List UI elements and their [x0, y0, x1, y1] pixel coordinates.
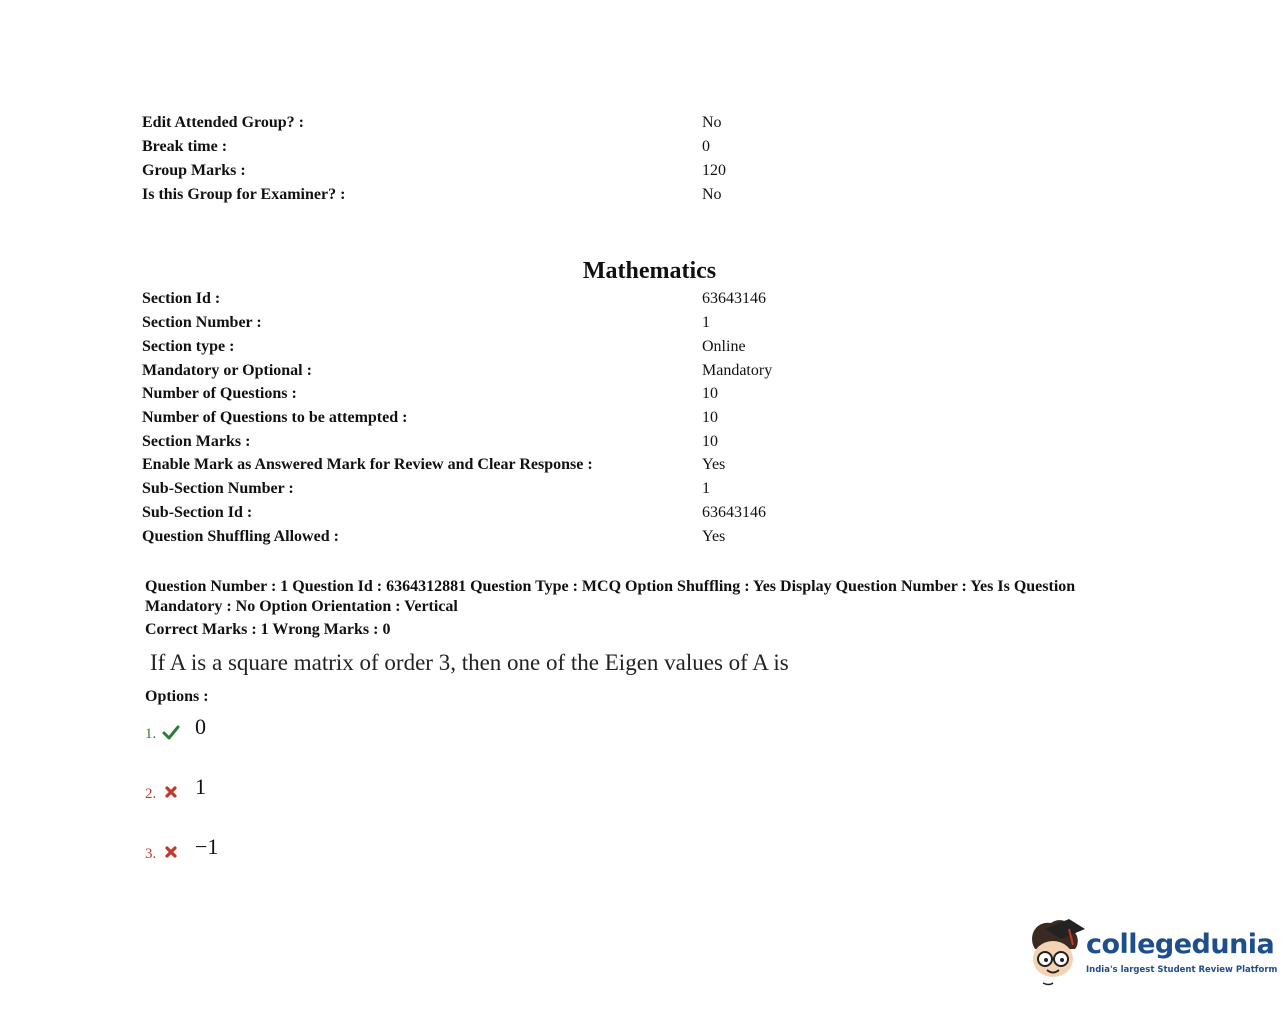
- option-item: [145, 833, 345, 873]
- field-value: 10: [702, 385, 718, 402]
- field-label: Group Marks :: [142, 162, 246, 179]
- field-label: Sub-Section Number :: [142, 480, 294, 497]
- options-label: Options :: [145, 688, 209, 705]
- section-info-row: [142, 526, 1142, 548]
- field-value: No: [702, 114, 722, 131]
- cross-icon: [162, 783, 180, 801]
- section-info-row: [142, 502, 1142, 524]
- option-number: 3.: [145, 846, 157, 862]
- field-value: Yes: [702, 528, 726, 545]
- field-label: Sub-Section Id :: [142, 504, 253, 521]
- option-item: [145, 773, 345, 813]
- field-value: Online: [702, 338, 746, 355]
- field-value: 63643146: [702, 290, 766, 307]
- field-label: Enable Mark as Answered Mark for Review and Clear Response :: [142, 456, 593, 473]
- option-value: 1: [195, 774, 206, 799]
- field-label: Number of Questions :: [142, 385, 297, 402]
- option-item: [145, 713, 345, 753]
- field-value: 1: [702, 480, 710, 497]
- option-value: 0: [195, 714, 206, 739]
- mascot-icon: [1025, 915, 1087, 987]
- field-value: 1: [702, 314, 710, 331]
- option-value: −1: [195, 834, 219, 859]
- check-icon: [162, 723, 180, 741]
- question-marks: Correct Marks : 1 Wrong Marks : 0: [145, 621, 391, 638]
- field-value: 10: [702, 433, 718, 450]
- field-value: Yes: [702, 456, 726, 473]
- section-info-row: [142, 407, 1142, 429]
- logo-tagline: India's largest Student Review Platform: [1086, 965, 1278, 975]
- group-info-row: [142, 136, 1142, 158]
- section-info-row: [142, 454, 1142, 476]
- field-value: 0: [702, 138, 710, 155]
- field-value: 120: [702, 162, 726, 179]
- collegedunia-logo: [1025, 915, 1278, 990]
- logo-brand: collegedunia: [1086, 929, 1275, 960]
- field-label: Section Marks :: [142, 433, 251, 450]
- field-label: Is this Group for Examiner? :: [142, 186, 346, 203]
- field-value: 63643146: [702, 504, 766, 521]
- cross-icon: [162, 843, 180, 861]
- field-value: No: [702, 186, 722, 203]
- option-number: 1.: [145, 726, 157, 742]
- field-value: Mandatory: [702, 362, 773, 379]
- field-label: Section Id :: [142, 290, 221, 307]
- section-info-row: [142, 478, 1142, 500]
- field-label: Break time :: [142, 138, 228, 155]
- field-label: Question Shuffling Allowed :: [142, 528, 339, 545]
- question-meta-line: Question Number : 1 Question Id : 6364312881 Question Type : MCQ Option Shuffling : Yes Display Question Number : Yes Is Question: [145, 578, 1076, 595]
- section-info-row: [142, 336, 1142, 358]
- option-number: 2.: [145, 786, 157, 802]
- field-label: Section type :: [142, 338, 235, 355]
- section-title: Mathematics: [582, 258, 717, 284]
- field-label: Mandatory or Optional :: [142, 362, 312, 379]
- section-info-row: [142, 383, 1142, 405]
- question-meta-line: Mandatory : No Option Orientation : Vertical: [145, 598, 458, 615]
- field-value: 10: [702, 409, 718, 426]
- field-label: Section Number :: [142, 314, 262, 331]
- group-info-row: [142, 184, 1142, 206]
- section-info-row: [142, 431, 1142, 453]
- field-label: Edit Attended Group? :: [142, 114, 304, 131]
- section-info-row: [142, 288, 1142, 310]
- section-info-row: [142, 360, 1142, 382]
- question-text: If A is a square matrix of order 3, then one of the Eigen values of A is: [150, 650, 789, 675]
- group-info-row: [142, 112, 1142, 134]
- field-label: Number of Questions to be attempted :: [142, 409, 408, 426]
- group-info-row: [142, 160, 1142, 182]
- section-info-row: [142, 312, 1142, 334]
